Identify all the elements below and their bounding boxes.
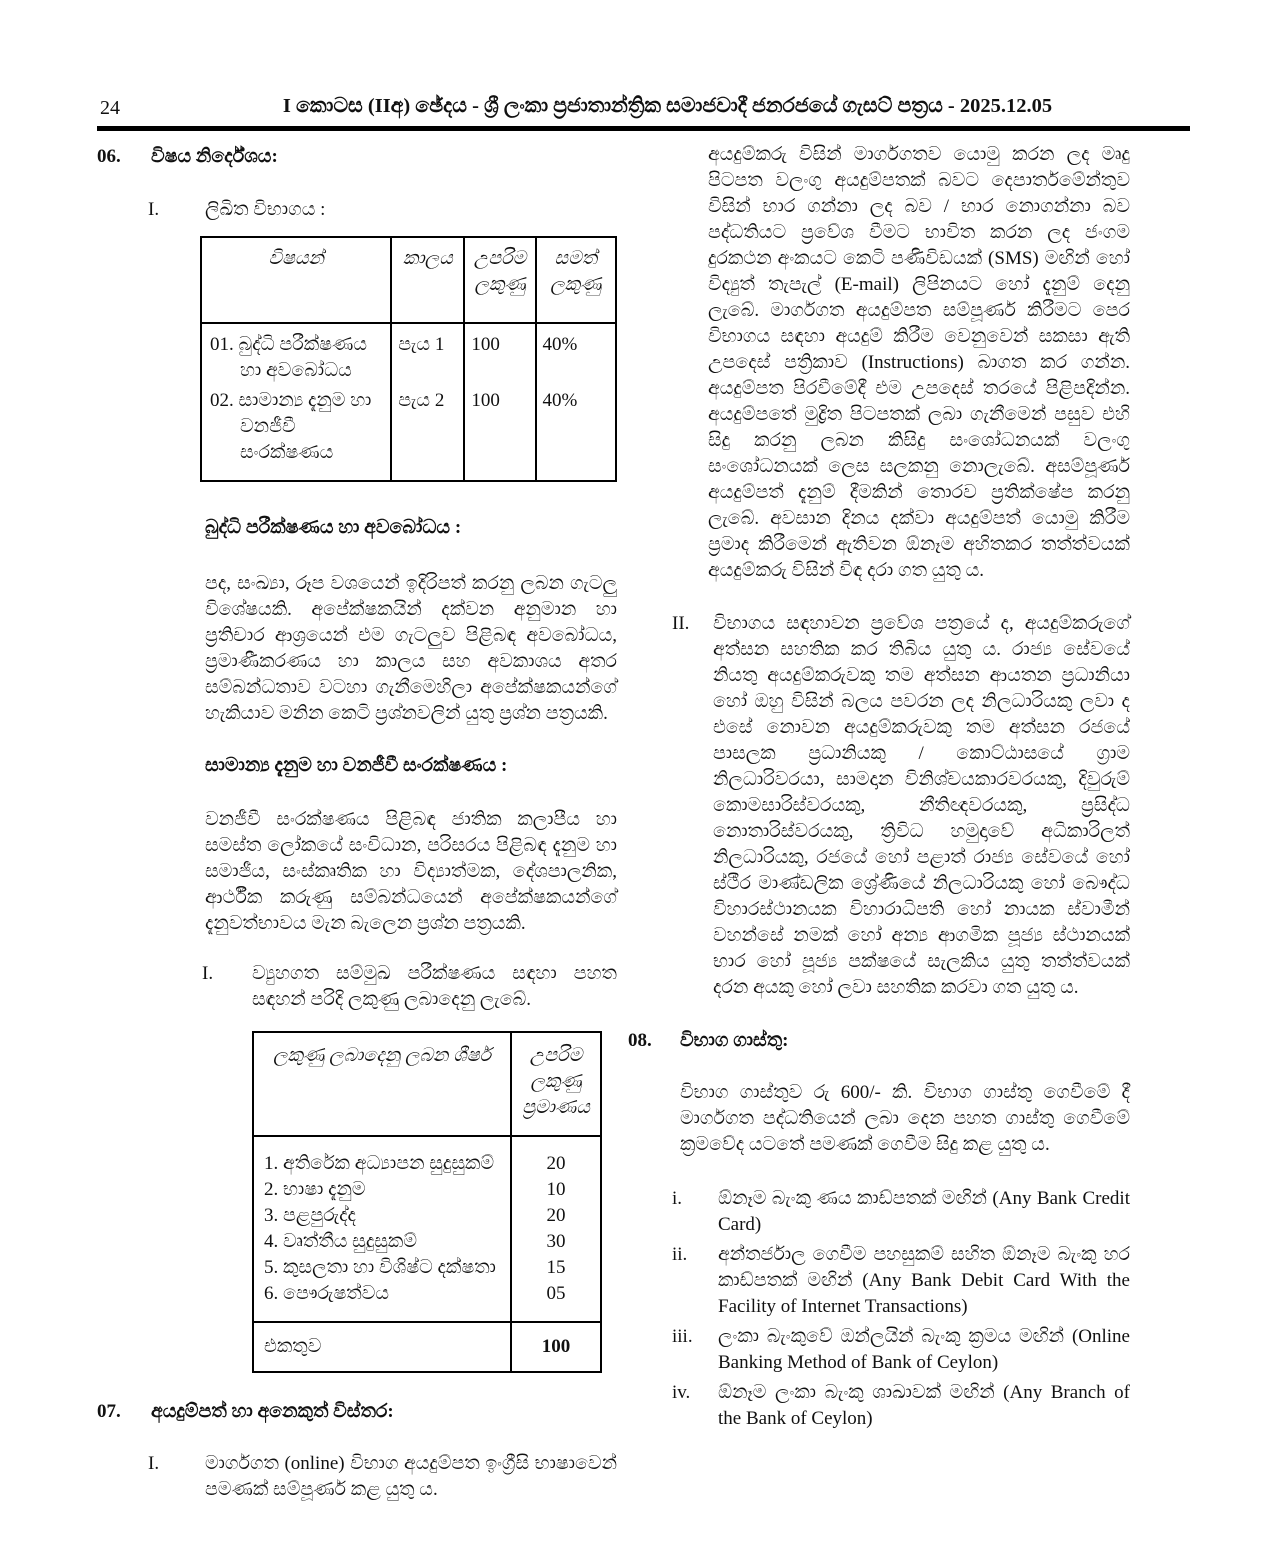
max-cell: 100 [464, 386, 535, 481]
marks-value-cell: 30 [511, 1229, 601, 1255]
online-application-roman: I. [148, 1453, 160, 1474]
section-07-number: 07. [97, 1401, 121, 1422]
written-exam-label: ලිඛිත විභාගය : [205, 199, 326, 220]
right-column [628, 142, 1130, 1436]
pass-marks-header: සමත් ලකුණු [536, 237, 617, 323]
interview-roman: I. [202, 963, 214, 984]
table-row [201, 323, 616, 386]
page-header-title: I කොටස (IIඅ) ඡේදය - ශ්‍රී ලංකා ප්‍රජාතාන්ත්‍රික සමාජවාදී ජනරජයේ ගැසට් පත්‍රය - 2025.12.05 [282, 95, 1053, 117]
table-row [253, 1203, 601, 1229]
marks-value-cell: 15 [511, 1255, 601, 1281]
pass-cell: 40% [536, 386, 617, 481]
page-number: 24 [100, 97, 120, 119]
max-marks-header: උපරිම ලකුණු [464, 237, 535, 323]
time-cell: පැය 2 [391, 386, 464, 481]
section-07-heading [97, 1399, 617, 1425]
table-row [253, 1255, 601, 1281]
payment-method-item [628, 1380, 1130, 1432]
time-cell: පැය 1 [391, 323, 464, 386]
signature-certification-item [628, 611, 1130, 1001]
method-numeral: iv. [672, 1382, 691, 1403]
method-numeral: iii. [672, 1326, 693, 1347]
method-text: ඕනෑම බැංකු ණය කාඩ්පතක් මඟින් (Any Bank Credit Card) [718, 1188, 1130, 1235]
section-08-title: විභාග ගාස්තු: [680, 1030, 789, 1051]
section-08-number: 08. [628, 1030, 652, 1051]
left-column [97, 142, 617, 1503]
method-text: ඕනෑම ලංකා බැංකු ශාඛාවක් මඟින් (Any Branch of the Bank of Ceylon) [718, 1382, 1130, 1429]
marks-value-cell: 10 [511, 1177, 601, 1203]
table-row [201, 386, 616, 481]
method-numeral: ii. [672, 1244, 688, 1265]
header-rule [97, 126, 1190, 131]
method-text: ලංකා බැංකුවේ ඔන්ලයින් බැංකු ක්‍රමය මඟින් (Online Banking Method of Bank of Ceylon) [718, 1326, 1130, 1373]
marks-table [252, 1031, 602, 1373]
online-application-text: මාර්ගගත (online) විභාග අයදුම්පත ඉංග්‍රීසි භාෂාවෙන් පමණක් සම්පූර්ණ කළ යුතු ය. [205, 1453, 617, 1500]
section-08-heading [628, 1028, 1130, 1054]
table-row [253, 1177, 601, 1203]
application-receipt-paragraph: අයදුම්කරු විසින් මාර්ගගතව යොමු කරන ලද මෘදු පිටපත වලංගු අයදුම්පතක් බවට දෙපාර්තමේන්තුව විසින් භාර ගන්නා ලද බව / භාර නොගන්නා බව පද්ධතියට ප්‍රවේශ වීමට භාවිත කරන ලද ජංගම දුරකථන අංකයට කෙටි පණිවිඩයක් (SMS) මඟින් හෝ විද්‍යුත් තැපැල් (E-mail) ලිපිනයට හෝ දැනුම් දෙනු ලැබේ. මාර්ගගත අයදුම්පත සම්පූර්ණ කිරීමට පෙර විභාගය සඳහා අයදුම් කිරීම වෙනුවෙන් සකසා ඇති උපදෙස් පත්‍රිකාව (Instructions) බාගත කර ගන්න. අයදුම්පත පිරවීමේදී එම උපදෙස් තරයේ පිළිපදින්න. අයදුම්පතේ මුද්‍රිත පිටපතක් ලබා ගැනීමෙන් පසුව එහි සිදු කරනු ලබන කිසිදු සංශෝධනයක් වලංගු සංශෝධනයක් ලෙස සලකනු නොලැබේ. අසම්පූර්ණ අයදුම්පත් දැනුම් දීමකින් තොරව ප්‍රතික්ෂේප කරනු ලැබේ. අවසාන දිනය දක්වා අයදුම්පත් යොමු කිරීම ප්‍රමාද කිරීමෙන් ඇතිවන ඕනෑම අහිතකර තත්ත්වයක් අයදුම්කරු විසින් විඳ දරා ගත යුතු ය. [708, 144, 1130, 581]
marks-head-cell: 6. පෞරුෂත්වය [253, 1281, 511, 1322]
marks-head-cell: 5. කුසලතා හා විශිෂ්ට දක්ෂතා [253, 1255, 511, 1281]
total-value: 100 [511, 1322, 601, 1372]
written-exam-roman: I. [148, 199, 160, 220]
payment-method-item [628, 1324, 1130, 1376]
exam-fee-paragraph: විභාග ගාස්තුව රු 600/- කි. විභාග ගාස්තු ගෙවීමේ දී මාර්ගගත පද්ධතියෙන් ලබා දෙන පහත ගාස්තු ගෙවීමේ ක්‍රමවේද යටතේ පමණක් ගෙවීම සිදු කළ යුතු ය. [680, 1082, 1130, 1155]
signature-item-roman: II. [672, 613, 690, 634]
subjects-table [200, 236, 617, 482]
marks-value-column-header: උපරිම ලකුණු ප්‍රමාණය [511, 1032, 601, 1136]
marks-table-header-row [253, 1032, 601, 1136]
marks-head-cell: 4. වෘත්තීය සුදුසුකම් [253, 1229, 511, 1255]
marks-value-cell: 05 [511, 1281, 601, 1322]
marks-value-cell: 20 [511, 1203, 601, 1229]
marks-head-cell: 1. අතිරේක අධ්‍යාපන සුදුසුකම් [253, 1136, 511, 1177]
section-06-number: 06. [97, 146, 121, 167]
iq-test-heading: බුද්ධි පරීක්ෂණය හා අවබෝධය : [205, 517, 462, 538]
payment-method-item [628, 1242, 1130, 1320]
section-06-title: විෂය නිර්දේශය: [151, 146, 278, 167]
online-application-item [97, 1451, 617, 1503]
subject-cell: 02. සාමාන්‍ය දැනුම හා වනජීවී සංරක්ෂණය [201, 386, 391, 481]
pass-cell: 40% [536, 323, 617, 386]
general-knowledge-heading: සාමාන්‍ය දැනුම හා වනජීවී සංරක්ෂණය : [205, 755, 508, 776]
subjects-table-header-row [201, 237, 616, 323]
total-label: එකතුව [253, 1322, 511, 1372]
marks-head-column-header: ලකුණු ලබාදෙනු ලබන ශීර්ෂ [253, 1032, 511, 1136]
interview-text: ව්‍යුහගත සම්මුඛ පරීක්ෂණය සඳහා පහත සඳහන් පරිදි ලකුණු ලබාදෙනු ලැබේ. [252, 963, 617, 1010]
section-07-title: අයදුම්පත් හා අනෙකුත් විස්තර: [151, 1401, 394, 1422]
time-header: කාලය [391, 237, 464, 323]
marks-total-row [253, 1322, 601, 1372]
marks-value-cell: 20 [511, 1136, 601, 1177]
payment-methods-list [628, 1186, 1130, 1432]
interview-marks-item [97, 961, 617, 1013]
method-numeral: i. [672, 1188, 683, 1209]
max-cell: 100 [464, 323, 535, 386]
table-row [253, 1281, 601, 1322]
signature-item-text: විභාගය සඳහාවන ප්‍රවේශ පත්‍රයේ ද, අයදුම්කරුගේ අත්සන සහතික කර තිබිය යුතු ය. රාජ්‍ය සේවයේ නියතු අයදුම්කරුවකු තම අත්සන ආයතන ප්‍රධානියා හෝ ඔහු විසින් බලය පවරන ලද නිලධාරියකු ලවා ද එසේ නොවන අයදුම්කරුවකු තම අත්සන රජයේ පාසලක ප්‍රධානියකු / කොට්ඨාසයේ ග්‍රාම නිලධාරිවරයා, සාමදාන විනිශ්චයකාරවරයකු, දිවුරුම් කොමසාරිස්වරයකු, නීතිඥවරයකු, ප්‍රසිද්ධ නොතාරිස්වරයකු, ත්‍රිවිධ හමුදාවේ අධිකාරිලත් නිලධාරියකු, රජයේ හෝ පළාත් රාජ්‍ය සේවයේ හෝ ස්ථීර මාණ්ඩලික ශ්‍රේණියේ නිලධාරියකු හෝ බෞද්ධ විහාරස්ථානයක විහාරාධිපති හෝ නායක ස්වාමීන් වහන්සේ නමක් හෝ අන්‍ය ආගමික පූජ්‍ය ස්ථානයක් භාර හෝ පූජ්‍ය පක්ෂයේ සැලකිය යුතු තත්ත්වයක් දරන අයකු හෝ ලවා සහතික කරවා ගත යුතු ය. [713, 613, 1130, 998]
table-row [253, 1229, 601, 1255]
marks-head-cell: 2. භාෂා දැනුම [253, 1177, 511, 1203]
method-text: අන්තර්ජාල ගෙවීම පහසුකම් සහිත ඕනෑම බැංකු හර කාඩ්පතක් මඟින් (Any Bank Debit Card With the Facility of Internet Transactions) [718, 1244, 1130, 1317]
marks-head-cell: 3. පළපුරුද්ද [253, 1203, 511, 1229]
general-knowledge-paragraph: වනජීවී සංරක්ෂණය පිළිබඳ ජාතික කලාපීය හා සමස්ත ලෝකයේ සංවිධාන, පරිසරය පිළිබඳ දැනුම හා සමාජීය, සංස්කෘතික හා විද්‍යාත්මක, දේශපාලනික, ආර්ථීක කරුණු සම්බන්ධයෙන් අපේක්ෂකයන්ගේ දැනුවත්භාවය මැන බැලෙන ප්‍රශ්න පත්‍රයකි. [205, 809, 617, 934]
section-06-heading [97, 144, 617, 170]
subjects-header: විෂයන් [201, 237, 391, 323]
iq-test-paragraph: පද, සංඛ්‍යා, රූප වශයෙන් ඉදිරිපත් කරනු ලබන ගැටලු විශේෂයකි. අපේක්ෂකයින් දක්වන අනුමාන හා ප්‍රතිචාර ආශ්‍රයෙන් එම ගැටලුව පිළිබඳ අවබෝධය, ප්‍රමාණීකරණය හා කාලය සහ අවකාශය අතර සම්බන්ධතාව වටහා ගැනීමෙහිලා අපේක්ෂකයන්ගේ හැකියාව මනින කෙටි ප්‍රශ්නවලින් යුතු ප්‍රශ්න පත්‍රයකි. [205, 573, 617, 724]
written-exam-item [97, 197, 617, 223]
table-row [253, 1136, 601, 1177]
payment-method-item [628, 1186, 1130, 1238]
subject-cell: 01. බුද්ධි පරීක්ෂණය හා අවබෝධය [201, 323, 391, 386]
